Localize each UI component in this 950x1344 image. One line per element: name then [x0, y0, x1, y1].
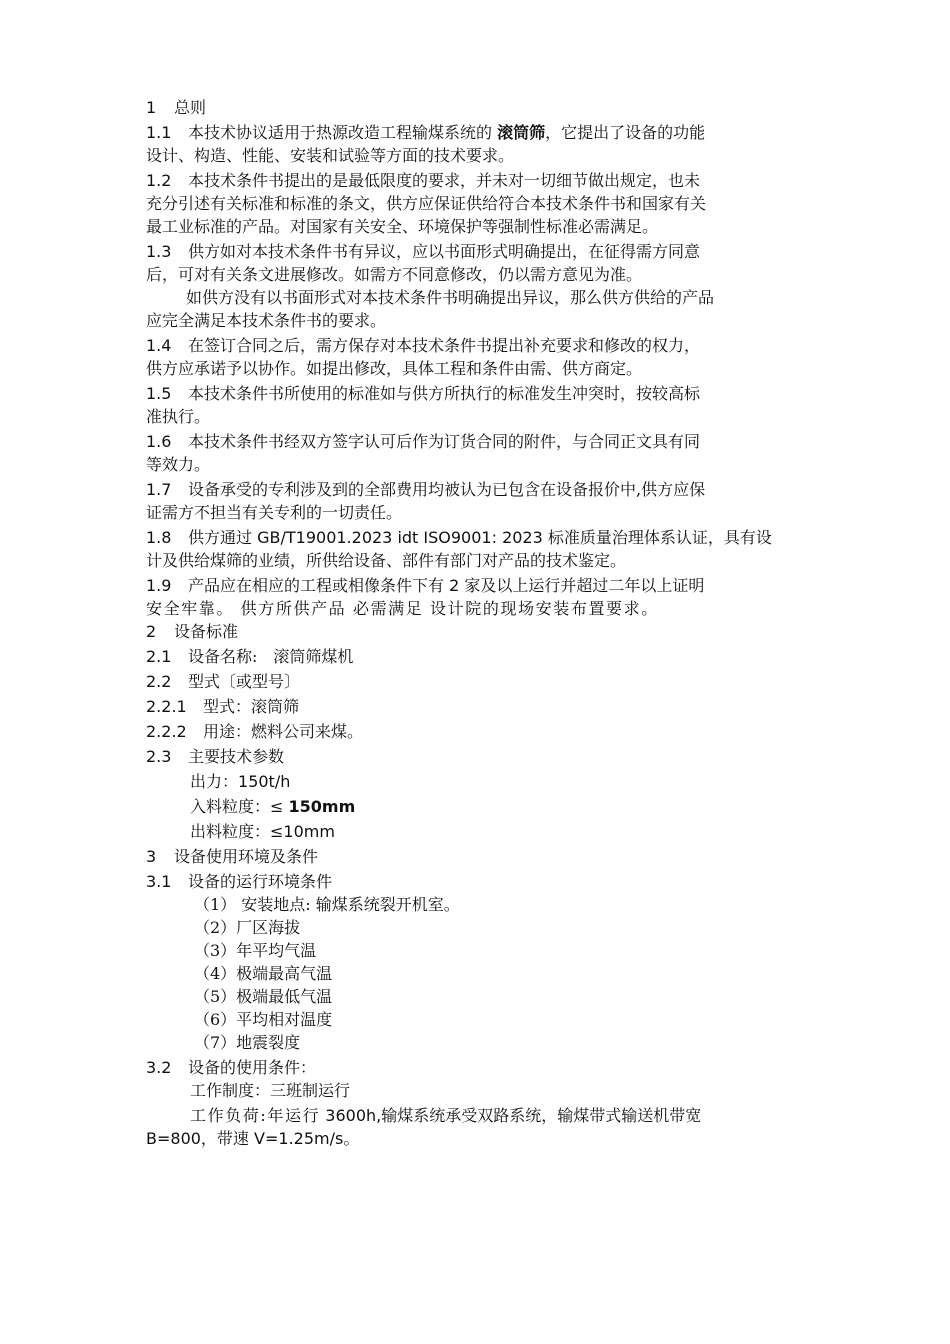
use-text: 。	[343, 1129, 360, 1148]
clause-number: 2.2.2	[146, 722, 187, 741]
clause-number-inline: 2	[449, 576, 460, 595]
clause-text: 本技术条件书提出的是最低限度的要求，并未对一切细节做出规定，也未	[188, 171, 701, 190]
clause-number: 3.1	[146, 872, 172, 891]
clause-number: 1.6	[146, 432, 172, 451]
section-title: 设备使用环境及条件	[174, 847, 319, 866]
clause-number: 3.2	[146, 1058, 172, 1077]
clause-text: 如供方没有以书面形式对本技术条件书明确提出异议，那么供方供给的产品	[186, 288, 715, 307]
clause-text: 设备承受的专利涉及到的全部费用均被认为已包含在设备报价中,供方应保	[188, 480, 706, 499]
param-label: 入料粒度：≤	[190, 797, 284, 816]
param-value: 150mm	[288, 797, 356, 816]
clause-number: 1.4	[146, 336, 172, 355]
document-body	[146, 96, 811, 1150]
section-number: 2	[146, 622, 157, 641]
section-3-heading	[146, 845, 811, 868]
paragraph-1-6	[146, 430, 811, 476]
use-value: 3600h,	[325, 1106, 382, 1125]
clause-text: 供方通过	[188, 528, 253, 547]
clause-number: 1.5	[146, 384, 172, 403]
clause-text: 后，可对有关条文进展修改。如需方不同意修改，仍以需方意见为准。	[146, 265, 643, 284]
env-item: （7）地震裂度	[194, 1033, 301, 1052]
clause-text: 用途：燃料公司来煤。	[203, 722, 364, 741]
clause-number: 1.9	[146, 576, 172, 595]
clause-number: 2.2	[146, 672, 172, 691]
env-item: （2）厂区海拔	[194, 918, 301, 937]
clause-text: 供方如对本技术条件书有异议，应以书面形式明确提出，在征得需方同意	[188, 242, 701, 261]
use-shift: 工作制度：三班制运行	[190, 1081, 351, 1100]
env-item: （6）平均相对温度	[194, 1010, 333, 1029]
paragraph-1-1	[146, 121, 811, 167]
clause-text: 准执行。	[146, 407, 211, 426]
clause-text: 安全牢靠。 供方所供产品 必需满足 设计院的现场安装布置要求。	[146, 599, 659, 618]
param-value: 10mm	[283, 822, 335, 841]
use-value: V=1.25m/s	[254, 1129, 344, 1148]
clause-text: 主要技术参数	[188, 747, 285, 766]
param-output	[146, 770, 811, 793]
paragraph-1-8	[146, 526, 811, 572]
clause-emphasis: 滚筒筛	[497, 123, 546, 142]
clause-number: 1.7	[146, 480, 172, 499]
param-label: 出力：	[190, 772, 239, 791]
clause-text: 设备名称: 滚筒筛煤机	[188, 647, 354, 666]
param-label: 出料粒度：≤	[190, 822, 284, 841]
paragraph-1-3	[146, 240, 811, 332]
paragraph-3-1	[146, 870, 811, 893]
clause-number: 1.3	[146, 242, 172, 261]
standard-code: GB/T19001.2023 idt ISO9001: 2023	[257, 528, 543, 547]
clause-text: 家及以上运行并超过二年以上证明	[464, 576, 705, 595]
use-load-line2	[146, 1127, 811, 1150]
section-title: 设备标准	[174, 622, 239, 641]
clause-text: 设计、构造、性能、安装和试验等方面的技术要求。	[146, 146, 515, 165]
clause-text: 标准质量治理体系认证，具有设	[547, 528, 772, 547]
paragraph-1-9	[146, 574, 811, 620]
clause-text: 型式〔或型号〕	[188, 672, 301, 691]
paragraph-2-1	[146, 645, 811, 668]
section-1-heading	[146, 96, 811, 119]
use-value: B=800	[146, 1129, 201, 1148]
clause-text: 应完全满足本技术条件书的要求。	[146, 311, 387, 330]
clause-text: 型式：滚筒筛	[203, 697, 300, 716]
paragraph-3-2	[146, 1056, 811, 1079]
clause-text: 本技术条件书所使用的标准如与供方所执行的标准发生冲突时，按较高标	[188, 384, 701, 403]
use-text: ，带速	[200, 1129, 249, 1148]
clause-number: 1.8	[146, 528, 172, 547]
env-item: （4）极端最高气温	[194, 964, 333, 983]
paragraph-2-3	[146, 745, 811, 768]
section-2-heading	[146, 620, 811, 643]
clause-number: 2.3	[146, 747, 172, 766]
clause-number: 1.1	[146, 123, 172, 142]
paragraph-1-4	[146, 334, 811, 380]
clause-text: 产品应在相应的工程或相像条件下有	[188, 576, 445, 595]
clause-text: 供方应承诺予以协作。如提出修改，具体工程和条件由需、供方商定。	[146, 359, 643, 378]
clause-text: 本技术条件书经双方签字认可后作为订货合同的附件，与合同正文具有同	[188, 432, 701, 451]
clause-text: 本技术协议适用于热源改造工程输煤系统的	[188, 123, 493, 142]
paragraph-1-7	[146, 478, 811, 524]
clause-number: 1.2	[146, 171, 172, 190]
clause-text: 等效力。	[146, 455, 211, 474]
param-output-size	[146, 820, 811, 843]
use-load-line1	[146, 1104, 811, 1127]
param-value: 150t/h	[238, 772, 291, 791]
clause-text: 在签订合同之后，需方保存对本技术条件书提出补充要求和修改的权力，	[188, 336, 701, 355]
section-number: 3	[146, 847, 157, 866]
paragraph-2-2-1	[146, 695, 811, 718]
clause-number: 2.2.1	[146, 697, 187, 716]
clause-text: 设备的使用条件：	[188, 1058, 317, 1077]
paragraph-1-5	[146, 382, 811, 428]
clause-text: ，它提出了设备的功能	[545, 123, 706, 142]
env-item: （5）极端最低气温	[194, 987, 333, 1006]
paragraph-2-2-2	[146, 720, 811, 743]
param-input-size	[146, 795, 811, 818]
clause-text: 证需方不担当有关专利的一切责任。	[146, 503, 403, 522]
paragraph-1-2	[146, 169, 811, 238]
clause-text: 充分引述有关标准和标准的条文，供方应保证供给符合本技术条件书和国家有关	[146, 194, 707, 213]
clause-text: 最工业标准的产品。对国家有关安全、环境保护等强制性标准必需满足。	[146, 217, 659, 236]
paragraph-2-2	[146, 670, 811, 693]
section-title: 总则	[174, 98, 207, 117]
clause-number: 2.1	[146, 647, 172, 666]
use-text: 输煤系统承受双路系统，输煤带式输送机带宽	[381, 1106, 702, 1125]
env-item: （3）年平均气温	[194, 941, 317, 960]
use-text: 工作负荷:年运行	[190, 1106, 321, 1125]
clause-text: 设备的运行环境条件	[188, 872, 333, 891]
section-number: 1	[146, 98, 157, 117]
clause-text: 计及供给煤筛的业绩，所供给设备、部件有部门对产品的技术鉴定。	[146, 551, 627, 570]
env-item: （1） 安装地点: 输煤系统裂开机室。	[194, 895, 460, 914]
